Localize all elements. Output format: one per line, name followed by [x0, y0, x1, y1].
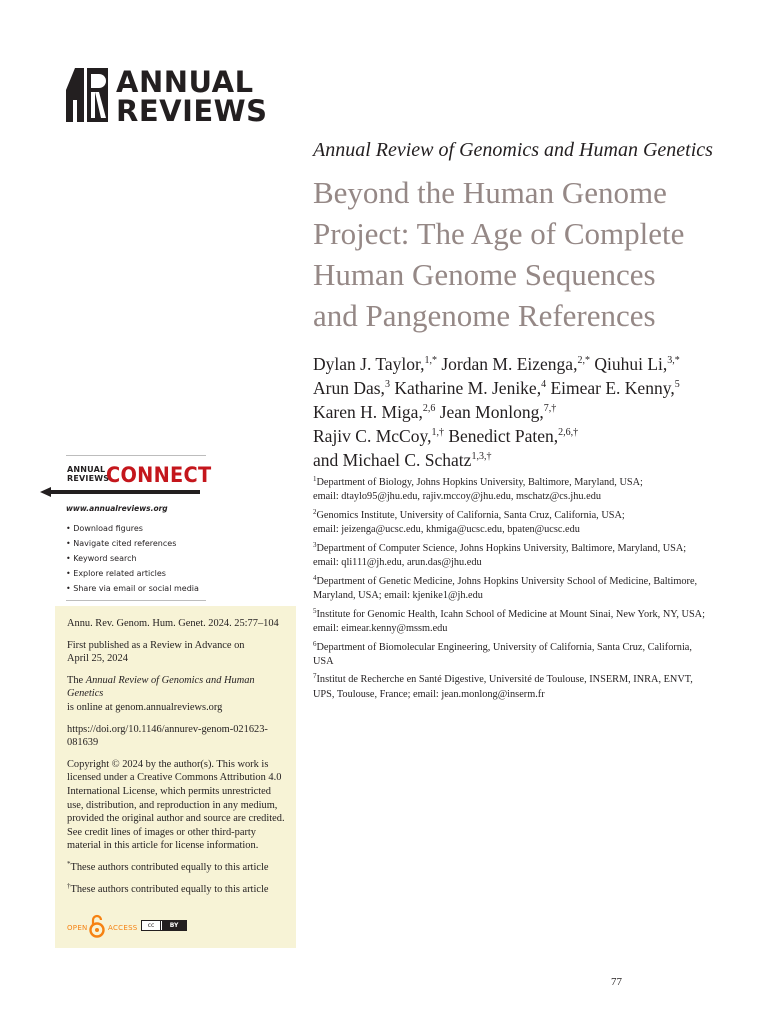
title-line: and Pangenome References: [313, 298, 656, 333]
equal-contribution-note-dagger: [67, 883, 293, 897]
note-symbol: *: [67, 859, 71, 868]
article-info-panel: [55, 606, 296, 948]
affiliation-text: Department of Biology, Johns Hopkins University, Baltimore, Maryland, USA;: [316, 477, 643, 488]
author-affil-sup: 7,†: [543, 403, 557, 414]
author-affil-sup: 2,*: [577, 355, 590, 366]
author-name: Benedict Paten,: [448, 426, 559, 446]
author-affil-sup: 1,†: [431, 427, 444, 438]
doi-link[interactable]: [67, 724, 268, 749]
arrow-left-icon: [40, 487, 200, 497]
affiliation-number: 6: [313, 639, 317, 648]
journal-name: Annual Review of Genomics and Human Genetics: [313, 139, 713, 161]
first-published-line: First published as a Review in Advance on: [67, 639, 245, 651]
copyright-notice: [67, 758, 293, 853]
affiliation-text: email: qli111@jh.edu, arun.das@jhu.edu: [313, 557, 482, 569]
online-journal-name: Annual Review of Genomics and Human Genetics: [67, 674, 255, 700]
doi: [67, 723, 293, 750]
list-item: • Share via email or social media: [66, 584, 199, 593]
copyright-line: See credit lines of images or other third-party: [67, 826, 256, 838]
copyright-line: material in this article for license information.: [67, 840, 259, 852]
author-name: Eimear E. Kenny,: [550, 378, 675, 398]
doi-line: 081639: [67, 737, 99, 749]
list-item: • Download figures: [66, 524, 143, 533]
affiliation-number: 2: [313, 507, 317, 516]
author-affil-sup: 1,3,†: [471, 451, 492, 462]
author-affil-sup: 4: [541, 379, 547, 390]
title-line: Project: The Age of Complete: [313, 216, 685, 251]
connect-bottom-divider: [66, 600, 206, 601]
author-list: [313, 352, 753, 472]
list-item: • Explore related articles: [66, 569, 166, 578]
author-affil-sup: 1,*: [424, 355, 437, 366]
logo-word-reviews: REVIEWS: [116, 94, 268, 128]
affiliation: [313, 476, 733, 504]
affiliation-text: Maryland, USA; email: kjenike1@jh.edu: [313, 589, 483, 601]
author-affil-sup: 5: [674, 379, 680, 390]
connect-top-divider: [66, 455, 206, 456]
cc-icon: cc: [142, 921, 161, 930]
affiliation-text: USA: [313, 655, 334, 667]
affiliation: [313, 509, 733, 537]
access-label: ACCESS: [108, 924, 138, 932]
affiliation: [313, 542, 733, 570]
list-item: • Navigate cited references: [66, 539, 177, 548]
affiliation: [313, 641, 733, 669]
note-symbol: †: [67, 881, 71, 890]
by-icon: BY: [162, 921, 186, 930]
affiliation-text: email: jeizenga@ucsc.edu, khmiga@ucsc.edu, bpaten@ucsc.edu: [313, 524, 580, 536]
affiliation-text: Department of Computer Science, Johns Hopkins University, Baltimore, Maryland, USA;: [316, 542, 687, 554]
author-name: Jean Monlong,: [439, 402, 544, 422]
page-number: 77: [611, 976, 622, 988]
author-name: Arun Das,: [313, 378, 385, 398]
connect-box: [40, 455, 212, 601]
author-name: Karen H. Miga,: [313, 402, 423, 422]
affiliation-number: 5: [313, 606, 317, 615]
copyright-line: use, distribution, and reproduction in any medium,: [67, 799, 278, 811]
title-line: Human Genome Sequences: [313, 257, 656, 292]
open-access-badge: [67, 914, 207, 938]
affiliation-text: Institute for Genomic Health, Icahn School of Medicine at Mount Sinai, New York, NY, USA;: [316, 608, 705, 620]
citation: Annu. Rev. Genom. Hum. Genet. 2024. 25:77–104: [67, 618, 279, 629]
author-name: Dylan J. Taylor,: [313, 354, 425, 374]
first-published: [67, 639, 293, 666]
note-text: These authors contributed equally to this article: [70, 861, 269, 873]
connect-title: CONNECT: [106, 463, 212, 487]
affiliation-text: email: eimear.kenny@mssm.edu: [313, 622, 448, 634]
affiliation-text: Department of Biomolecular Engineering, University of California, Santa Cruz, California,: [316, 641, 692, 653]
first-published-line: April 25, 2024: [67, 653, 128, 665]
title-line: Beyond the Human Genome: [313, 175, 667, 210]
annual-reviews-mark-icon: [66, 68, 108, 122]
author-affil-sup: 3,*: [667, 355, 680, 366]
author-name: Katharine M. Jenike,: [394, 378, 542, 398]
affiliation-text: Department of Genetic Medicine, Johns Hopkins University School of Medicine, Baltimore,: [316, 575, 698, 587]
affiliation: [313, 673, 733, 701]
annual-reviews-logo: [66, 65, 268, 128]
connect-feature-list: [66, 521, 199, 596]
author-name: Qiuhui Li,: [594, 354, 668, 374]
author-name: and Michael C. Schatz: [313, 450, 472, 470]
list-item: • Keyword search: [66, 554, 137, 563]
copyright-line: licensed under a Creative Commons Attribution 4.0: [67, 772, 282, 784]
affiliation: [313, 608, 733, 636]
affiliation-text: Genomics Institute, University of California, Santa Cruz, California, USA;: [316, 509, 625, 521]
online-availability: [67, 674, 293, 715]
cc-by-license-badge: [141, 920, 187, 931]
article-title: [313, 172, 733, 336]
online-url-text: is online at genom.annualreviews.org: [67, 701, 223, 713]
connect-url-link[interactable]: www.annualreviews.org: [66, 504, 168, 513]
author-name: Jordan M. Eizenga,: [441, 354, 578, 374]
connect-reviews-label: REVIEWS: [67, 474, 110, 483]
affiliation-number: 1: [313, 475, 317, 483]
copyright-line: International License, which permits unrestricted: [67, 785, 271, 797]
open-label: OPEN: [67, 924, 88, 932]
copyright-line: provided the original author and source are credited.: [67, 813, 285, 825]
author-name: Rajiv C. McCoy,: [313, 426, 432, 446]
logo-word-annual: ANNUAL: [116, 65, 254, 99]
affiliation-text: Institut de Recherche en Santé Digestive, Université de Toulouse, INSERM, INRA, ENVT,: [316, 674, 693, 686]
connect-annual-label: ANNUAL: [67, 465, 106, 474]
affiliation-text: UPS, Toulouse, France; email: jean.monlong@inserm.fr: [313, 688, 545, 700]
doi-line: https://doi.org/10.1146/annurev-genom-021623-: [67, 723, 268, 735]
author-affil-sup: 3: [384, 379, 390, 390]
equal-contribution-note-star: [67, 861, 293, 875]
online-prefix: The: [67, 674, 86, 686]
affiliation-text: email: dtaylo95@jhu.edu, rajiv.mccoy@jhu.edu, mschatz@cs.jhu.edu: [313, 491, 601, 503]
open-lock-icon: [88, 914, 106, 938]
copyright-line: Copyright © 2024 by the author(s). This work is: [67, 758, 269, 770]
affiliation-number: 3: [313, 540, 317, 549]
author-affil-sup: 2,6,†: [558, 427, 579, 438]
affiliation-number: 4: [313, 573, 317, 582]
note-text: These authors contributed equally to this article: [70, 883, 269, 895]
affiliations: [313, 476, 733, 706]
affiliation: [313, 575, 733, 603]
affiliation-number: 7: [313, 672, 317, 681]
author-affil-sup: 2,6: [422, 403, 436, 414]
